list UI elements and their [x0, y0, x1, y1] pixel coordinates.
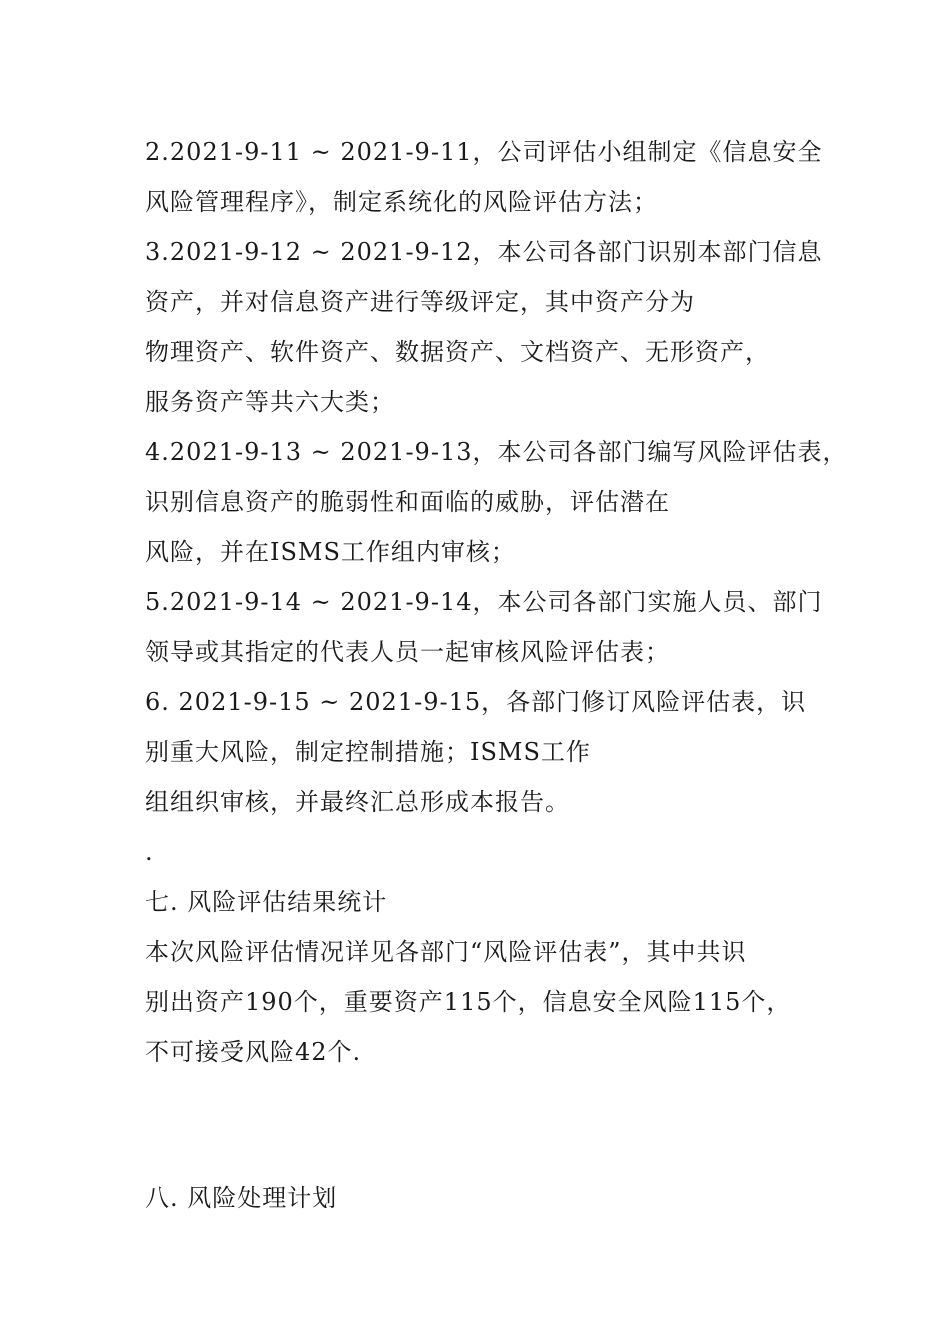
- text-line: 别重大风险，制定控制措施；ISMS工作: [145, 738, 591, 766]
- text-line: 3.2021-9-12 ~ 2021-9-12，本公司各部门识别本部门信息: [145, 238, 823, 266]
- text-line: 2.2021-9-11 ~ 2021-9-11，公司评估小组制定《信息安全: [145, 138, 823, 166]
- text-line: 资产，并对信息资产进行等级评定，其中资产分为: [145, 288, 695, 316]
- section-heading-7: 七. 风险评估结果统计: [145, 888, 388, 916]
- section-heading-8: 八. 风险处理计划: [145, 1184, 338, 1212]
- separator-dot: .: [145, 838, 154, 866]
- text-line: 别出资产190个，重要资产115个，信息安全风险115个，: [145, 988, 792, 1016]
- text-line: 识别信息资产的脆弱性和面临的威胁，评估潜在: [145, 488, 670, 516]
- text-line: 风险管理程序》，制定系统化的风险评估方法；: [145, 188, 658, 216]
- text-line: 领导或其指定的代表人员一起审核风险评估表；: [145, 638, 670, 666]
- text-line: 物理资产、软件资产、数据资产、文档资产、无形资产，: [145, 338, 770, 366]
- text-line: 不可接受风险42个.: [145, 1038, 362, 1066]
- text-line: 服务资产等共六大类；: [145, 388, 395, 416]
- text-line: 本次风险评估情况详见各部门“风险评估表”，其中共识: [145, 938, 747, 966]
- text-line: 组组织审核，并最终汇总形成本报告。: [145, 788, 570, 816]
- text-line: 4.2021-9-13 ~ 2021-9-13，本公司各部门编写风险评估表，: [145, 438, 848, 466]
- text-line: 5.2021-9-14 ~ 2021-9-14，本公司各部门实施人员、部门: [145, 588, 823, 616]
- text-line: 风险，并在ISMS工作组内审核；: [145, 538, 516, 566]
- text-line: 6. 2021-9-15 ~ 2021-9-15，各部门修订风险评估表，识: [145, 688, 807, 716]
